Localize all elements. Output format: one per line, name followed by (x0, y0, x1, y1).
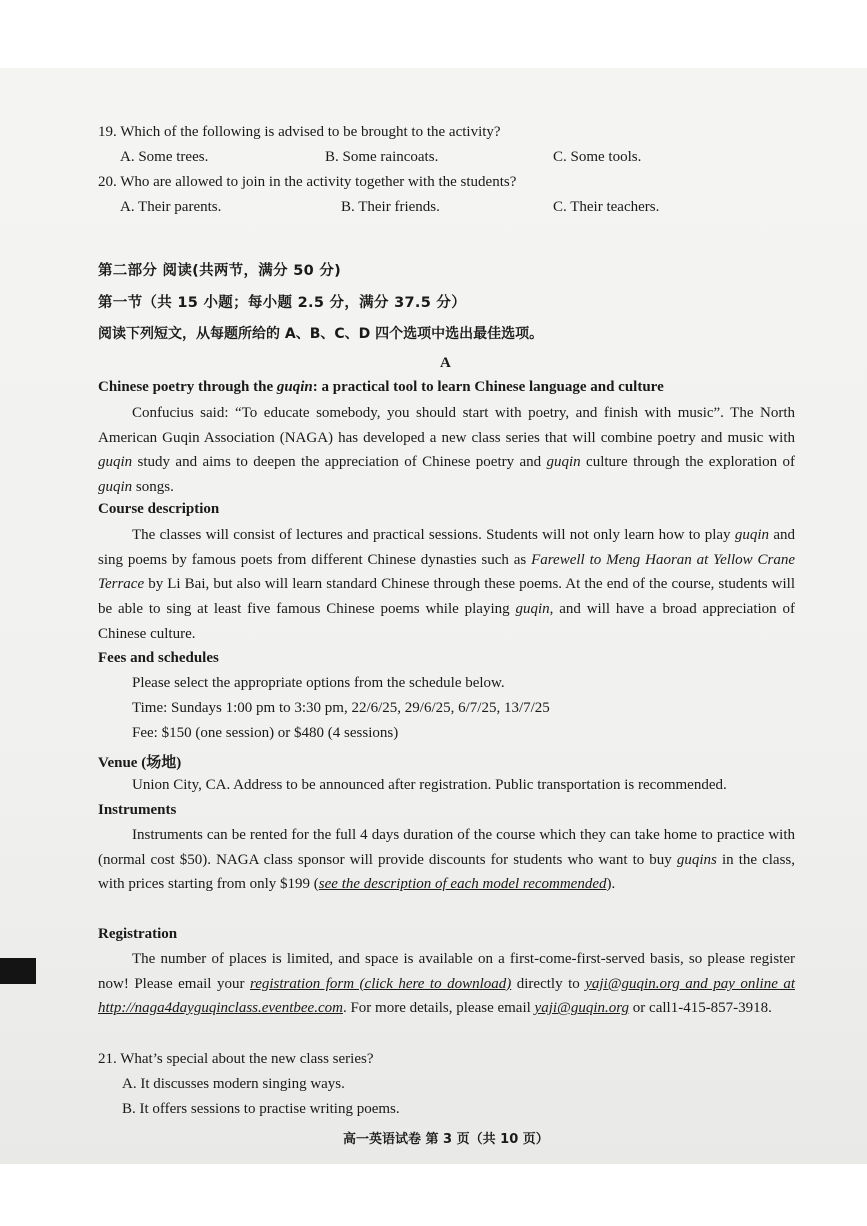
question-21-stem: 21. What’s special about the new class series? (98, 1051, 374, 1067)
question-20-option-b: B. Their friends. (341, 199, 440, 215)
instruments-paragraph: Instruments can be rented for the full 4 days duration of the course which they can take home to practice with (normal cost $50). NAGA class sponsor will provide discounts for students who want to buy guqins in the class, with prices starting from only $199 (see the description of each model recommended). (98, 827, 795, 893)
model-description-link[interactable]: see the description of each model recommended (318, 876, 607, 893)
passage-letter: A (440, 355, 451, 371)
registration-paragraph: The number of places is limited, and space is available on a first-come-first-served basis, so please register now! Please email your registration form (click here to download) directly to yaji@guqin.org and pay online at http://naga4dayguqinclass.eventbee.com. For more details, please email yaji@guqin.org or call1-415-857-3918. (98, 951, 796, 1017)
question-20-stem: 20. Who are allowed to join in the activity together with the students? (98, 174, 517, 190)
venue-text: Union City, CA. Address to be announced after registration. Public transportation is recommended. (132, 777, 727, 793)
fees-line-time: Time: Sundays 1:00 pm to 3:30 pm, 22/6/25, 29/6/25, 6/7/25, 13/7/25 (132, 700, 550, 716)
question-19-option-a: A. Some trees. (120, 149, 209, 165)
question-19-stem: 19. Which of the following is advised to be brought to the activity? (98, 124, 501, 140)
course-description-heading: Course description (98, 501, 220, 517)
question-21-option-a: A. It discusses modern singing ways. (122, 1076, 345, 1092)
question-20-option-c: C. Their teachers. (553, 199, 660, 215)
page-footer: 高一英语试卷 第 3 页（共 10 页） (343, 1132, 549, 1147)
section-part-heading: 第二部分 阅读(共两节，满分 50 分) (98, 263, 342, 279)
venue-heading: Venue (场地) (98, 755, 182, 771)
passage-title: Chinese poetry through the guqin: a practical tool to learn Chinese language and culture (98, 379, 664, 395)
fees-line-select: Please select the appropriate options from the schedule below. (132, 675, 505, 691)
fees-line-fee: Fee: $150 (one session) or $480 (4 sessions) (132, 725, 399, 741)
registration-heading: Registration (98, 926, 178, 942)
subsection-heading: 第一节（共 15 小题；每小题 2.5 分，满分 37.5 分） (98, 295, 467, 311)
question-19-option-c: C. Some tools. (553, 149, 642, 165)
passage-intro-paragraph: Confucius said: “To educate somebody, you should start with poetry, and finish with music”. The North American Guqin Association (NAGA) has developed a new class series that will combine poetry and music with guqin study and aims to deepen the appreciation of Chinese poetry and guqin culture through the exploration of guqin songs. (98, 405, 795, 496)
question-21-option-b: B. It offers sessions to practise writing poems. (122, 1101, 400, 1117)
fees-schedules-heading: Fees and schedules (98, 650, 219, 666)
contact-email-link[interactable]: yaji@guqin.org (534, 1000, 630, 1017)
question-19-option-b: B. Some raincoats. (325, 149, 439, 165)
scan-edge-mark (0, 958, 36, 984)
registration-form-link[interactable]: registration form (click here to download) (249, 975, 512, 992)
registration-email-payment-link[interactable]: yaji@guqin.org and pay online at http://naga4dayguqinclass.eventbee.com (98, 975, 796, 1017)
section-instruction: 阅读下列短文，从每题所给的 A、B、C、D 四个选项中选出最佳选项。 (98, 326, 544, 342)
instruments-heading: Instruments (98, 802, 177, 818)
question-20-option-a: A. Their parents. (120, 199, 222, 215)
course-description-paragraph: The classes will consist of lectures and practical sessions. Students will not only learn how to play guqin and sing poems by famous poets from different Chinese dynasties such as Farewell to Meng Haoran at Yellow Crane Terrace by Li Bai, but also will learn standard Chinese through these poems. At the end of the course, students will be able to sing at least five famous Chinese poems while playing guqin, and will have a broad appreciation of Chinese culture. (98, 527, 795, 642)
